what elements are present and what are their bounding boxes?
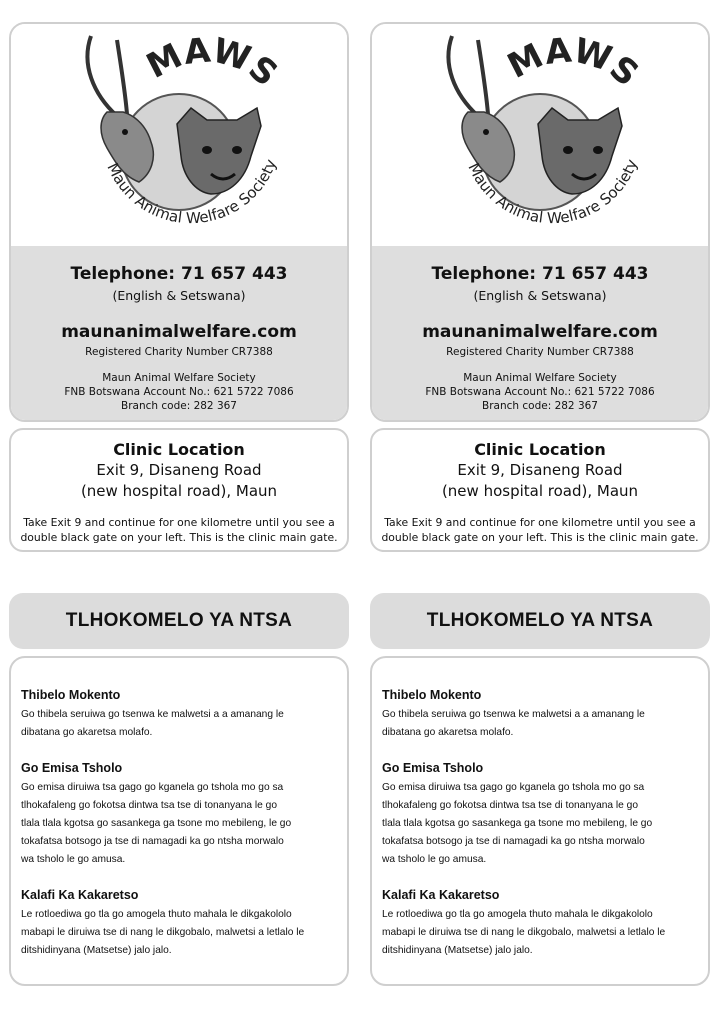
society-name: Maun Animal Welfare Society bbox=[463, 372, 617, 384]
service-title: Kalafi Ka Kakaretso bbox=[21, 888, 139, 902]
contact-info bbox=[372, 246, 708, 420]
maws-wordmark: MAWS bbox=[501, 30, 646, 95]
clinic-directions-line1: Take Exit 9 and continue for one kilometre until you see a bbox=[23, 516, 335, 529]
service-title: Kalafi Ka Kakaretso bbox=[382, 888, 500, 902]
charity-number: Registered Charity Number CR7388 bbox=[446, 346, 634, 358]
bank-account: FNB Botswana Account No.: 621 5722 7086 bbox=[64, 386, 294, 398]
logo-area bbox=[11, 24, 347, 246]
clinic-address-line2: (new hospital road), Maun bbox=[80, 482, 278, 500]
telephone: Telephone: 71 657 443 bbox=[431, 264, 649, 284]
charity-number: Registered Charity Number CR7388 bbox=[85, 346, 273, 358]
clinic-address-line1: Exit 9, Disaneng Road bbox=[96, 461, 262, 479]
society-name: Maun Animal Welfare Society bbox=[102, 372, 256, 384]
service-text: dibatana go akaretsa molafo. bbox=[382, 727, 514, 738]
clinic-card bbox=[9, 428, 349, 552]
clinic-directions-line2: double black gate on your left. This is the clinic main gate. bbox=[381, 531, 699, 544]
service-text: Go thibela seruiwa go tsenwa ke malwetsi a a amanang le bbox=[21, 709, 284, 720]
service-text: tlala tlala kgotsa go sasankega ga tsone mo mebileng, le go bbox=[21, 818, 292, 829]
branch-code: Branch code: 282 367 bbox=[121, 400, 237, 412]
service-text: mabapi le diruiwa tse di nang le dikgobalo, malwetsi a letlalo le bbox=[21, 927, 305, 938]
section-heading bbox=[9, 593, 349, 649]
clinic-address-line2: (new hospital road), Maun bbox=[441, 482, 639, 500]
telephone: Telephone: 71 657 443 bbox=[70, 264, 288, 284]
section-heading-text: TLHOKOMELO YA NTSA bbox=[426, 610, 654, 631]
service-text: tlhokafaleng go fokotsa dintwa tsa tse di tonanyana le go bbox=[382, 800, 638, 811]
telephone-languages: (English & Setswana) bbox=[112, 288, 246, 303]
website: maunanimalwelfare.com bbox=[61, 322, 297, 342]
clinic-card bbox=[370, 428, 710, 552]
branch-code: Branch code: 282 367 bbox=[482, 400, 598, 412]
service-title: Thibelo Mokento bbox=[21, 688, 121, 702]
clinic-directions-line2: double black gate on your left. This is the clinic main gate. bbox=[20, 531, 338, 544]
service-text: wa tsholo le go amusa. bbox=[21, 854, 126, 865]
service-text: Go thibela seruiwa go tsenwa ke malwetsi a a amanang le bbox=[382, 709, 645, 720]
clinic-address-line1: Exit 9, Disaneng Road bbox=[457, 461, 623, 479]
service-text: ditshidinyana (Matsetse) jalo jalo. bbox=[382, 945, 533, 956]
service-text: Go emisa diruiwa tsa gago go kganela go tshola mo go sa bbox=[382, 782, 645, 793]
clinic-title: Clinic Location bbox=[474, 440, 606, 459]
service-text: tokafatsa botsogo ja tse di namagadi ka go ntsha morwalo bbox=[21, 836, 284, 847]
service-text: Le rotloediwa go tla go amogela thuto mahala le dikgakololo bbox=[382, 909, 653, 920]
section-heading-text: TLHOKOMELO YA NTSA bbox=[65, 610, 293, 631]
contact-card bbox=[370, 22, 710, 422]
services-card bbox=[370, 656, 710, 986]
org-name-arc: Maun Animal Welfare Society bbox=[103, 156, 281, 228]
services-card bbox=[9, 656, 349, 986]
telephone-languages: (English & Setswana) bbox=[473, 288, 607, 303]
service-title: Go Emisa Tsholo bbox=[21, 761, 123, 775]
clinic-directions-line1: Take Exit 9 and continue for one kilometre until you see a bbox=[384, 516, 696, 529]
service-title: Thibelo Mokento bbox=[382, 688, 482, 702]
website: maunanimalwelfare.com bbox=[422, 322, 658, 342]
contact-card bbox=[9, 22, 349, 422]
dog-icon bbox=[538, 108, 622, 194]
service-text: tokafatsa botsogo ja tse di namagadi ka go ntsha morwalo bbox=[382, 836, 645, 847]
service-text: mabapi le diruiwa tse di nang le dikgobalo, malwetsi a letlalo le bbox=[382, 927, 666, 938]
service-title: Go Emisa Tsholo bbox=[382, 761, 484, 775]
service-text: dibatana go akaretsa molafo. bbox=[21, 727, 153, 738]
service-text: Go emisa diruiwa tsa gago go kganela go tshola mo go sa bbox=[21, 782, 284, 793]
service-text: tlala tlala kgotsa go sasankega ga tsone mo mebileng, le go bbox=[382, 818, 653, 829]
service-text: wa tsholo le go amusa. bbox=[382, 854, 487, 865]
logo-area bbox=[372, 24, 708, 246]
service-text: ditshidinyana (Matsetse) jalo jalo. bbox=[21, 945, 172, 956]
service-text: Le rotloediwa go tla go amogela thuto mahala le dikgakololo bbox=[21, 909, 292, 920]
maws-wordmark: MAWS bbox=[140, 30, 285, 95]
contact-info bbox=[11, 246, 347, 420]
maws-logo bbox=[11, 24, 347, 246]
bank-account: FNB Botswana Account No.: 621 5722 7086 bbox=[425, 386, 655, 398]
service-text: tlhokafaleng go fokotsa dintwa tsa tse di tonanyana le go bbox=[21, 800, 277, 811]
org-name-arc: Maun Animal Welfare Society bbox=[464, 156, 642, 228]
clinic-title: Clinic Location bbox=[113, 440, 245, 459]
maws-logo bbox=[372, 24, 708, 246]
dog-icon bbox=[177, 108, 261, 194]
section-heading bbox=[370, 593, 710, 649]
